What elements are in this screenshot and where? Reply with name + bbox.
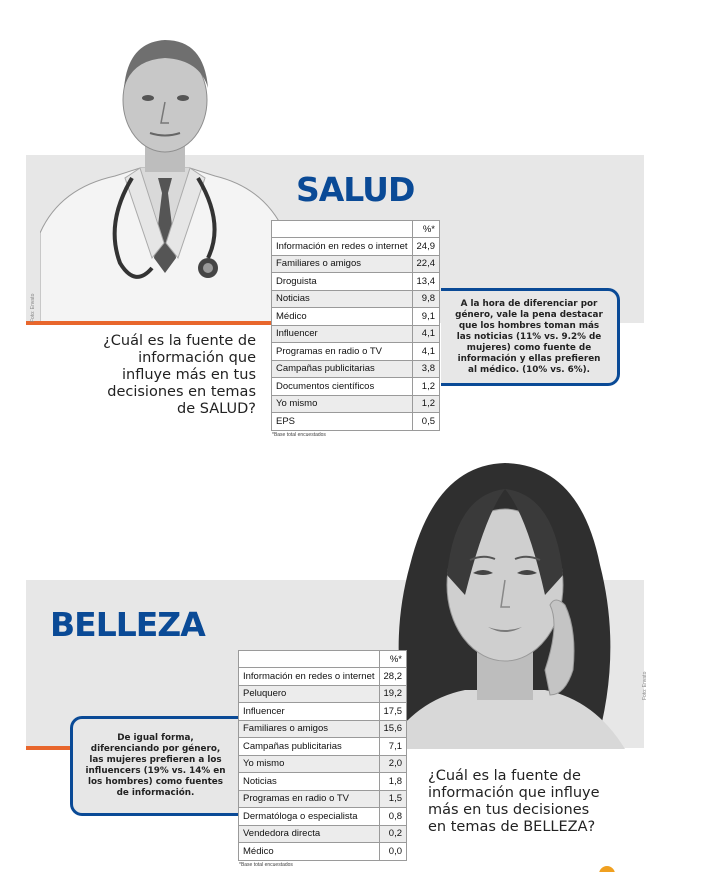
salud-callout (441, 288, 620, 386)
belleza-callout (70, 716, 238, 816)
row-value: 7,1 (379, 738, 407, 756)
table-row (272, 273, 440, 291)
table-row (239, 685, 407, 703)
table-row (272, 308, 440, 326)
row-value: 28,2 (379, 668, 407, 686)
row-label: Programas en radio o TV (272, 343, 413, 361)
table-row (272, 360, 440, 378)
table-row (272, 238, 440, 256)
table-row (239, 843, 407, 861)
table-row (272, 325, 440, 343)
table-header-label (239, 651, 380, 668)
salud-photo-credit: Foto: Envato (30, 293, 36, 322)
row-label: Influencer (272, 325, 413, 343)
row-label: Campañas publicitarias (239, 738, 380, 756)
row-value: 0,8 (379, 808, 407, 826)
row-label: Familiares o amigos (272, 255, 413, 273)
belleza-table-footnote: *Base total encuestados (239, 862, 293, 868)
row-value: 24,9 (412, 238, 440, 256)
salud-table-footnote: *Base total encuestados (272, 432, 326, 438)
row-label: Yo mismo (239, 755, 380, 773)
row-value: 15,6 (379, 720, 407, 738)
row-value: 19,2 (379, 685, 407, 703)
table-row (239, 808, 407, 826)
row-label: Familiares o amigos (239, 720, 380, 738)
doctor-illustration (40, 28, 285, 322)
row-value: 1,5 (379, 790, 407, 808)
table-row (239, 773, 407, 791)
table-row (239, 720, 407, 738)
table-row (239, 790, 407, 808)
row-label: Noticias (272, 290, 413, 308)
row-label: Programas en radio o TV (239, 790, 380, 808)
table-header-row (239, 651, 407, 668)
table-row (272, 413, 440, 431)
row-value: 0,2 (379, 825, 407, 843)
row-label: Médico (272, 308, 413, 326)
table-row (239, 755, 407, 773)
table-row (272, 290, 440, 308)
row-value: 4,1 (412, 343, 440, 361)
row-value: 22,4 (412, 255, 440, 273)
row-label: Información en redes o internet (272, 238, 413, 256)
table-row (272, 255, 440, 273)
table-header-row (272, 221, 440, 238)
table-row (272, 395, 440, 413)
table-row (239, 668, 407, 686)
row-value: 9,1 (412, 308, 440, 326)
table-row (239, 738, 407, 756)
row-label: Peluquero (239, 685, 380, 703)
row-value: 9,8 (412, 290, 440, 308)
row-label: EPS (272, 413, 413, 431)
belleza-callout-text: De igual forma, diferenciando por género, las mujeres prefieren a los influencers (19% vs. 14% en los hombres) como fuentes de información. (85, 733, 226, 798)
row-value: 1,2 (412, 378, 440, 396)
salud-table (271, 220, 440, 431)
row-label: Droguista (272, 273, 413, 291)
row-value: 13,4 (412, 273, 440, 291)
row-label: Información en redes o internet (239, 668, 380, 686)
row-value: 3,8 (412, 360, 440, 378)
decorative-accent-shape (599, 866, 615, 872)
row-label: Médico (239, 843, 380, 861)
row-value: 17,5 (379, 703, 407, 721)
table-row (239, 825, 407, 843)
row-value: 1,2 (412, 395, 440, 413)
row-label: Documentos científicos (272, 378, 413, 396)
belleza-heading: BELLEZA (50, 605, 205, 644)
row-value: 2,0 (379, 755, 407, 773)
table-row (272, 378, 440, 396)
salud-accent-line (26, 321, 276, 325)
row-label: Influencer (239, 703, 380, 721)
salud-question: ¿Cuál es la fuente de información que influye más en tus decisiones en temas de SALUD? (103, 333, 256, 417)
row-label: Dermatóloga o especialista (239, 808, 380, 826)
salud-callout-text: A la hora de diferenciar por género, vale la pena destacar que los hombres toman más las noticias (11% vs. 9.2% de mujeres) como fuente de información y ellas prefieren al médico. (10% vs. 6%). (455, 298, 603, 375)
row-label: Yo mismo (272, 395, 413, 413)
salud-heading: SALUD (296, 170, 415, 209)
row-value: 0,5 (412, 413, 440, 431)
table-row (272, 343, 440, 361)
row-value: 1,8 (379, 773, 407, 791)
row-label: Noticias (239, 773, 380, 791)
table-header-label (272, 221, 413, 238)
belleza-question: ¿Cuál es la fuente de información que influye más en tus decisiones en temas de BELLEZA? (428, 768, 600, 835)
row-label: Campañas publicitarias (272, 360, 413, 378)
row-value: 0,0 (379, 843, 407, 861)
row-label: Vendedora directa (239, 825, 380, 843)
table-row (239, 703, 407, 721)
belleza-table (238, 650, 407, 861)
table-header-percent: %* (379, 651, 407, 668)
table-header-percent: %* (412, 221, 440, 238)
belleza-photo-credit: Foto: Envato (642, 671, 648, 700)
row-value: 4,1 (412, 325, 440, 343)
